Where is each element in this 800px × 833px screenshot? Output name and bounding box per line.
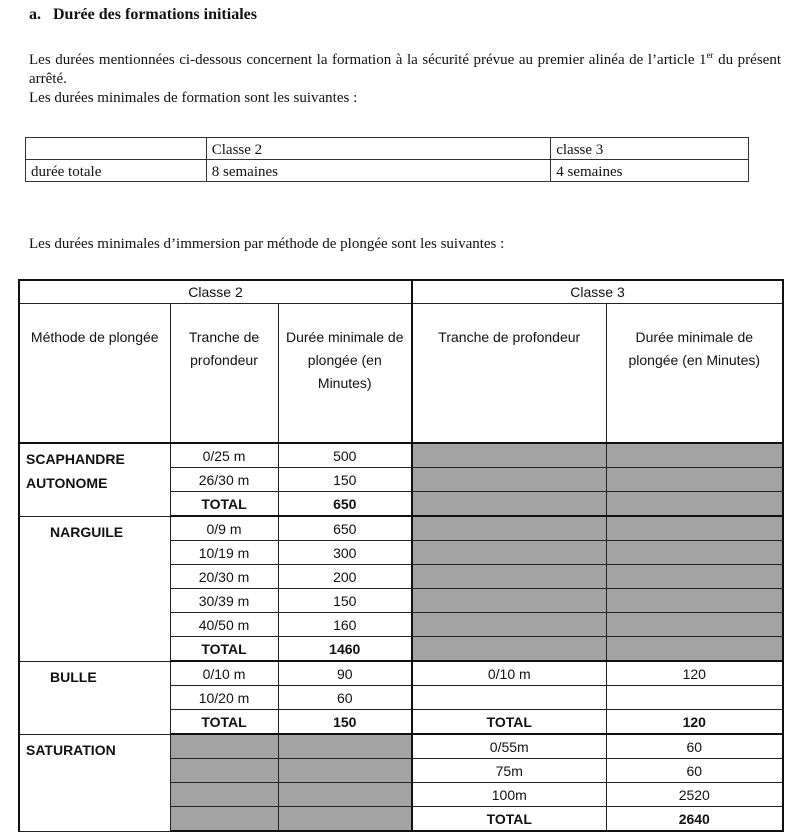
total-value: 2640 bbox=[606, 807, 783, 832]
table-row bbox=[19, 443, 783, 468]
formation-duration-table bbox=[25, 137, 749, 182]
table-row bbox=[26, 160, 749, 182]
duration-cell: 200 bbox=[278, 565, 412, 589]
table-row bbox=[19, 661, 783, 686]
total-value: 650 bbox=[278, 492, 412, 517]
intro-paragraph bbox=[29, 51, 781, 108]
empty-grey-cell bbox=[412, 443, 606, 468]
col-header-depth-c2: Tranche de profondeur bbox=[170, 304, 278, 444]
empty-grey-cell bbox=[606, 589, 783, 613]
total-value: 150 bbox=[278, 710, 412, 735]
empty-grey-cell bbox=[278, 734, 412, 759]
empty-grey-cell bbox=[606, 516, 783, 541]
immersion-intro: Les durées minimales d’immersion par méthode de plongée sont les suivantes : bbox=[29, 236, 505, 252]
col-header-duration-c3: Durée minimale de plongée (en Minutes) bbox=[606, 304, 783, 444]
empty-grey-cell bbox=[170, 734, 278, 759]
depth-cell: 0/55m bbox=[412, 734, 606, 759]
depth-cell: 10/20 m bbox=[170, 686, 278, 710]
depth-cell: 26/30 m bbox=[170, 468, 278, 492]
total-label: TOTAL bbox=[170, 710, 278, 735]
group-header-classe-3: Classe 3 bbox=[412, 280, 783, 304]
table-header-row bbox=[26, 138, 749, 160]
empty-grey-cell bbox=[170, 807, 278, 832]
intro-text-end: du présent arrêté. bbox=[29, 52, 781, 87]
depth-cell: 100m bbox=[412, 783, 606, 807]
duration-cell: 150 bbox=[278, 468, 412, 492]
empty-grey-cell bbox=[606, 637, 783, 662]
duration-cell: 60 bbox=[606, 734, 783, 759]
depth-cell: 0/25 m bbox=[170, 443, 278, 468]
group-header-row bbox=[19, 280, 783, 304]
empty-cell bbox=[412, 686, 606, 710]
empty-grey-cell bbox=[606, 468, 783, 492]
total-label: TOTAL bbox=[170, 637, 278, 662]
empty-grey-cell bbox=[606, 565, 783, 589]
empty-grey-cell bbox=[412, 589, 606, 613]
total-label: TOTAL bbox=[170, 492, 278, 517]
immersion-duration-table bbox=[18, 279, 784, 832]
empty-grey-cell bbox=[606, 443, 783, 468]
table-cell: 8 semaines bbox=[206, 160, 550, 182]
depth-cell: 0/10 m bbox=[412, 661, 606, 686]
section-title: Durée des formations initiales bbox=[53, 6, 257, 23]
depth-cell: 0/10 m bbox=[170, 661, 278, 686]
superscript-er: er bbox=[706, 50, 714, 60]
duration-cell: 500 bbox=[278, 443, 412, 468]
empty-grey-cell bbox=[278, 759, 412, 783]
empty-grey-cell bbox=[170, 783, 278, 807]
empty-cell bbox=[606, 686, 783, 710]
duration-cell: 300 bbox=[278, 541, 412, 565]
duration-cell: 90 bbox=[278, 661, 412, 686]
method-bulle: BULLE bbox=[19, 661, 170, 734]
duration-cell: 650 bbox=[278, 516, 412, 541]
duration-cell: 2520 bbox=[606, 783, 783, 807]
empty-grey-cell bbox=[412, 516, 606, 541]
depth-cell: 40/50 m bbox=[170, 613, 278, 637]
empty-grey-cell bbox=[412, 613, 606, 637]
intro-line-2: Les durées minimales de formation sont les suivantes : bbox=[29, 90, 358, 106]
method-scaphandre: SCAPHANDRE AUTONOME bbox=[19, 443, 170, 516]
duration-cell: 160 bbox=[278, 613, 412, 637]
total-label: TOTAL bbox=[412, 807, 606, 832]
table-cell bbox=[26, 138, 207, 160]
empty-grey-cell bbox=[412, 541, 606, 565]
empty-grey-cell bbox=[412, 468, 606, 492]
empty-grey-cell bbox=[278, 807, 412, 832]
intro-text: Les durées mentionnées ci-dessous concernent la formation à la sécurité prévue au premier alinéa de l’article 1 bbox=[29, 52, 707, 68]
duration-cell: 150 bbox=[278, 589, 412, 613]
col-header-depth-c3: Tranche de profondeur bbox=[412, 304, 606, 444]
table-cell: Classe 2 bbox=[206, 138, 550, 160]
empty-grey-cell bbox=[606, 541, 783, 565]
table-cell: durée totale bbox=[26, 160, 207, 182]
depth-cell: 0/9 m bbox=[170, 516, 278, 541]
intro-line-1 bbox=[29, 51, 781, 89]
depth-cell: 10/19 m bbox=[170, 541, 278, 565]
method-saturation: SATURATION bbox=[19, 734, 170, 831]
duration-cell: 120 bbox=[606, 661, 783, 686]
col-header-method: Méthode de plongée bbox=[19, 304, 170, 444]
total-value: 1460 bbox=[278, 637, 412, 662]
empty-grey-cell bbox=[606, 613, 783, 637]
total-label: TOTAL bbox=[412, 710, 606, 735]
empty-grey-cell bbox=[412, 492, 606, 517]
empty-grey-cell bbox=[412, 565, 606, 589]
col-header-duration-c2: Durée minimale de plongée (en Minutes) bbox=[278, 304, 412, 444]
depth-cell: 30/39 m bbox=[170, 589, 278, 613]
depth-cell: 75m bbox=[412, 759, 606, 783]
section-number: a. bbox=[29, 6, 41, 23]
column-header-row bbox=[19, 304, 783, 444]
depth-cell: 20/30 m bbox=[170, 565, 278, 589]
method-narguile: NARGUILE bbox=[19, 516, 170, 661]
total-value: 120 bbox=[606, 710, 783, 735]
empty-grey-cell bbox=[606, 492, 783, 517]
duration-cell: 60 bbox=[606, 759, 783, 783]
empty-grey-cell bbox=[412, 637, 606, 662]
table-cell: classe 3 bbox=[551, 138, 749, 160]
empty-grey-cell bbox=[278, 783, 412, 807]
group-header-classe-2: Classe 2 bbox=[19, 280, 412, 304]
duration-cell: 60 bbox=[278, 686, 412, 710]
table-cell: 4 semaines bbox=[551, 160, 749, 182]
section-heading bbox=[29, 6, 257, 24]
table-row bbox=[19, 734, 783, 759]
table-row bbox=[19, 516, 783, 541]
empty-grey-cell bbox=[170, 759, 278, 783]
